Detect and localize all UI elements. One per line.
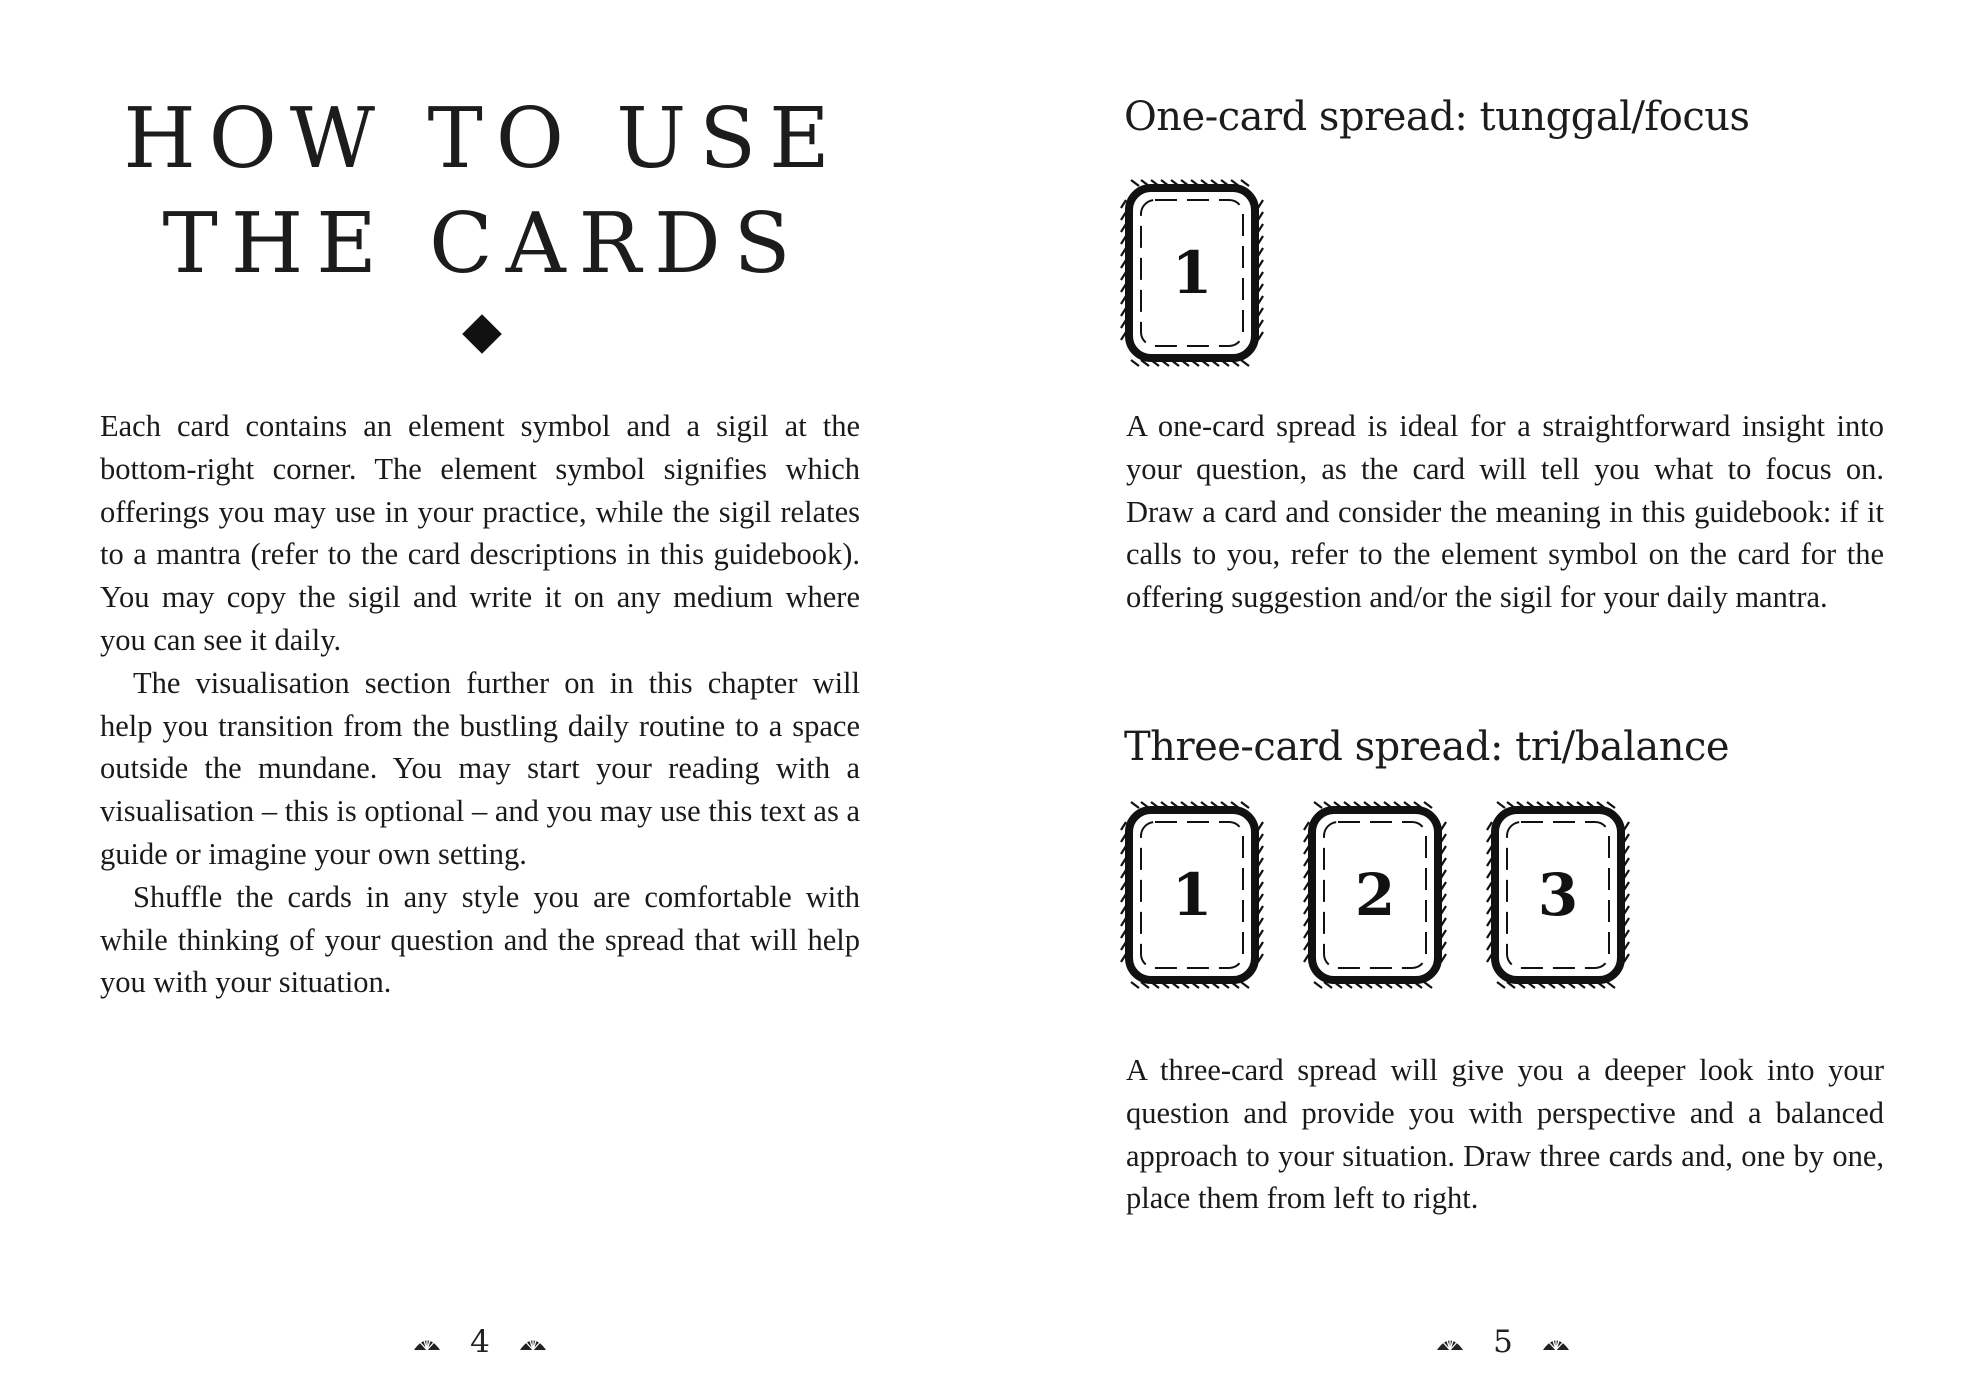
card-number: 2 (1354, 861, 1396, 929)
paragraph-element-symbol: Each card contains an element symbol and a sigil at the bottom-right corner. The element symbol signifies which offerings you may use in your practice, while the sigil relates to a mantra (refer to the card descriptions in this guidebook). You may copy the sigil and write it on any medium where you can see it daily. (100, 409, 860, 657)
paragraph-shuffle: Shuffle the cards in any style you are comfortable with while thinking of your question and the spread that will help you with your situation. (100, 879, 860, 1000)
diamond-ornament-icon (462, 314, 502, 354)
three-card-paragraph: A three-card spread will give you a deeper look into your question and provide you with perspective and a balanced approach to your situation. Draw three cards and, one by one, place them from left to right. (1126, 1053, 1884, 1216)
left-page-footer (400, 1322, 560, 1362)
three-card-spread-heading: Three-card spread: tri/balance (1124, 724, 1730, 770)
one-card-spread-heading: One-card spread: tunggal/focus (1124, 94, 1750, 140)
three-card-spread-description (1126, 1049, 1884, 1220)
fan-ornament-icon (412, 1333, 442, 1351)
paragraph-visualisation: The visualisation section further on in this chapter will help you transition from the bustling daily routine to a space outside the mundane. You may start your reading with a visualisation – this is optional – and you may use this text as a guide or imagine your own setting. (100, 665, 860, 871)
card-number: 3 (1537, 861, 1579, 929)
page-number-left: 4 (470, 1324, 490, 1360)
fan-ornament-icon (1541, 1333, 1571, 1351)
card-number: 1 (1171, 861, 1213, 929)
chapter-title-line-2: THE CARDS (162, 195, 804, 292)
one-card-paragraph: A one-card spread is ideal for a straightforward insight into your question, as the card will tell you what to focus on. Draw a card and consider the meaning in this guidebook: if it calls to you, refer to the element symbol on the card for the offering suggestion and/or the sigil for your daily mantra. (1126, 409, 1884, 615)
chapter-title (80, 86, 886, 296)
chapter-title-line-1: HOW TO USE (123, 90, 843, 187)
fan-ornament-icon (1435, 1333, 1465, 1351)
fan-ornament-icon (518, 1333, 548, 1351)
spread-card (1117, 798, 1267, 992)
spread-card (1300, 798, 1450, 992)
left-body-text (100, 405, 860, 1004)
one-card-spread-description (1126, 405, 1884, 619)
right-page-footer (1423, 1322, 1583, 1362)
spread-card (1483, 798, 1633, 992)
spread-card (1117, 176, 1267, 370)
page-number-right: 5 (1493, 1324, 1513, 1360)
card-number: 1 (1171, 239, 1213, 307)
